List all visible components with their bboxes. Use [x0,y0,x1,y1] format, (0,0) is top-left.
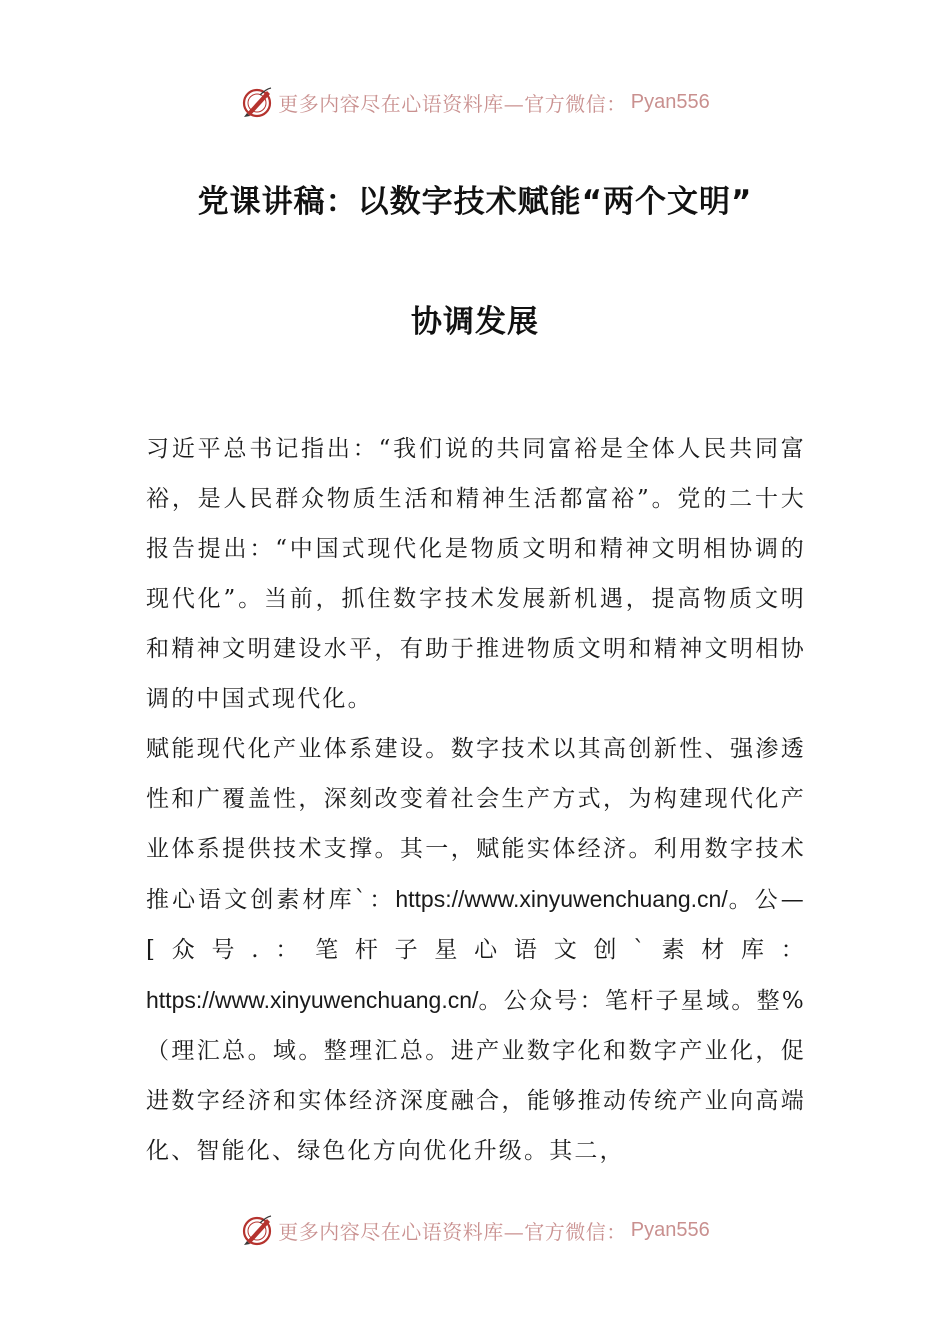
wechat-id: Pyan556 [630,90,710,113]
website-link[interactable]: https://www.xinyuwenchuang.cn/ [146,987,479,1013]
footer-banner [0,1208,950,1252]
document-title-line2: 协调发展 [411,304,539,340]
wechat-id: Pyan556 [630,1218,710,1241]
paragraph-2-text-b: 。公—[众号.：笔杆子星心语文创`素材库： [146,887,807,963]
paragraph-2-text-a: 赋能现代化产业体系建设。数字技术以其高创新性、强渗透性和广覆盖性，深刻改变着社会生产方式，为构建现代化产业体系提供技术支撑。其一，赋能实体经济。利用数字技术推心语文创素材库`： [146,736,806,913]
header-banner [0,80,950,124]
document-title-line1: 党课讲稿：以数字技术赋能“两个文明” [197,184,753,220]
paragraph-2 [146,724,806,1176]
pen-circle-logo-icon [240,1213,274,1247]
paragraph-2-text-c: 。公众号：笔杆子星域。整%（理汇总。域。整理汇总。进产业数字化和数字产业化，促进数字经济和实体经济深度融合，能够推动传统产业向高端化、智能化、绿色化方向优化升级。其二， [146,988,806,1164]
paragraph-1: 习近平总书记指出：“我们说的共同富裕是全体人民共同富裕，是人民群众物质生活和精神生活都富裕”。党的二十大报告提出：“中国式现代化是物质文明和精神文明相协调的现代化”。当前，抓住数字技术发展新机遇，提高物质文明和精神文明建设水平，有助于推进物质文明和精神文明相协调的中国式现代化。 [146,436,806,712]
banner-text: 更多内容尽在心语资料库—官方微信： [278,91,627,116]
website-link[interactable]: https://www.xinyuwenchuang.cn/ [395,886,728,912]
banner-text: 更多内容尽在心语资料库—官方微信： [278,1219,627,1244]
pen-circle-logo-icon [240,85,274,119]
